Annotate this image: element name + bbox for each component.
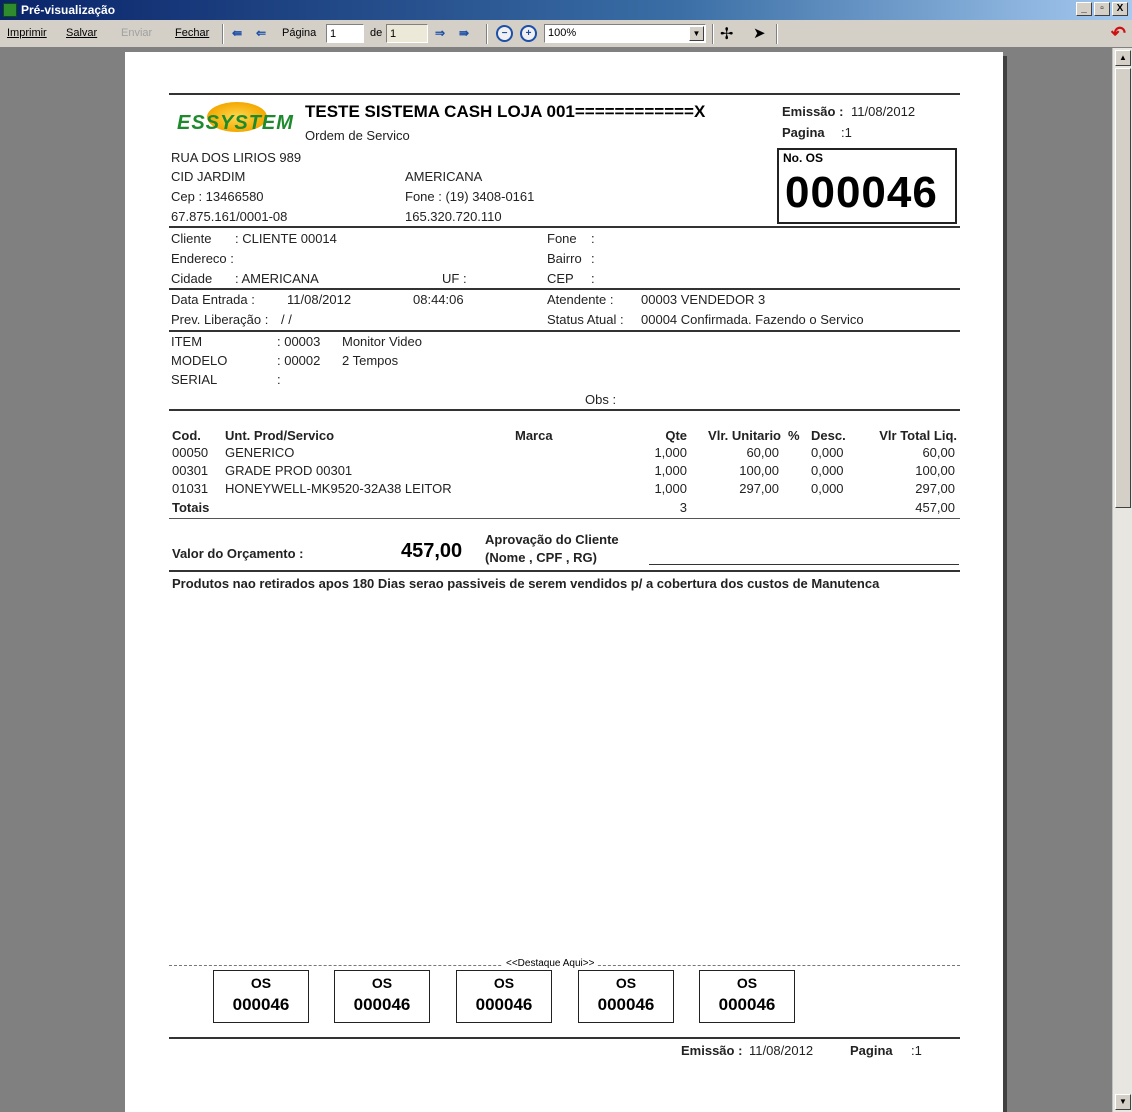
footer-page-value: :1 <box>911 1043 922 1058</box>
company-address: RUA DOS LIRIOS 989 <box>171 150 302 165</box>
page-value: :1 <box>841 125 852 140</box>
close-button[interactable]: Fechar <box>175 27 210 39</box>
city-value: : AMERICANA <box>235 271 319 286</box>
company-phone: Fone : (19) 3408-0161 <box>405 189 535 204</box>
serial-value: : <box>277 372 281 387</box>
row-disc: 0,000 <box>811 481 844 496</box>
uf-label: UF : <box>442 271 467 286</box>
close-window-button[interactable]: X <box>1112 2 1128 16</box>
serial-label: SERIAL <box>171 372 218 387</box>
row-prod: HONEYWELL-MK9520-32A38 LEITOR <box>225 481 452 496</box>
slip-label: OS <box>250 975 272 991</box>
budget-value: 457,00 <box>401 540 463 562</box>
maximize-button[interactable]: ▫ <box>1094 2 1110 16</box>
row-prod: GENERICO <box>225 445 295 460</box>
cep-label: CEP <box>547 271 574 286</box>
toolbar-separator <box>486 24 488 44</box>
minimize-button[interactable]: _ <box>1076 2 1092 16</box>
divider <box>169 226 960 228</box>
company-logo <box>173 102 294 136</box>
slip-number: 000046 <box>232 995 290 1014</box>
os-number-box <box>777 148 957 224</box>
os-number: 000046 <box>785 168 938 217</box>
attendant-label: Atendente : <box>547 292 614 307</box>
toolbar-separator <box>712 24 714 44</box>
os-slip <box>699 970 795 1023</box>
divider <box>169 93 960 95</box>
divider <box>169 330 960 332</box>
release-value: / / <box>281 312 292 327</box>
toolbar-separator <box>222 24 224 44</box>
scroll-up-icon[interactable]: ▲ <box>1115 50 1131 66</box>
emission-value: 11/08/2012 <box>851 104 916 119</box>
notice-text: Produtos nao retirados apos 180 Dias serao passiveis de serem vendidos p/ a cobertura dos custos de Manutenca <box>172 576 880 591</box>
page-input[interactable] <box>326 24 364 43</box>
title-bar <box>0 0 1132 20</box>
page-count-field <box>386 24 428 43</box>
vertical-scrollbar[interactable] <box>1112 48 1132 1112</box>
exit-icon[interactable]: ↶ <box>1110 23 1126 43</box>
pointer-icon[interactable]: ➤ <box>753 25 766 42</box>
save-button[interactable]: Salvar <box>66 27 98 39</box>
model-desc: 2 Tempos <box>342 353 399 368</box>
slip-number: 000046 <box>718 995 776 1014</box>
window-controls <box>1076 2 1128 16</box>
app-icon <box>3 3 17 17</box>
row-disc: 0,000 <box>811 445 844 460</box>
col-pct: % <box>788 428 800 443</box>
company-title: TESTE SISTEMA CASH LOJA 001============X <box>305 102 706 121</box>
totals-label: Totais <box>172 500 210 515</box>
os-slip <box>213 970 309 1023</box>
slip-label: OS <box>493 975 515 991</box>
row-qty: 1,000 <box>654 481 687 496</box>
table-row <box>125 481 1003 499</box>
row-cod: 00050 <box>172 445 209 460</box>
footer-emission-label: Emissão : <box>681 1043 743 1058</box>
os-box-label: No. OS <box>783 151 824 165</box>
bairro-value: : <box>591 251 595 266</box>
send-button[interactable]: Enviar <box>121 27 153 39</box>
bairro-label: Bairro <box>547 251 582 266</box>
page-label: Pagina <box>782 125 825 140</box>
totals-value: 457,00 <box>915 500 955 515</box>
slip-label: OS <box>615 975 637 991</box>
cut-label: <<Destaque Aqui>> <box>503 958 597 969</box>
footer-page-label: Pagina <box>850 1043 893 1058</box>
col-unit: Vlr. Unitario <box>708 428 781 443</box>
approval-title: Aprovação do Cliente <box>485 532 619 547</box>
slip-number: 000046 <box>475 995 533 1014</box>
report-page <box>125 52 1003 1112</box>
row-cod: 00301 <box>172 463 209 478</box>
first-page-icon[interactable]: ⇚ <box>232 26 243 40</box>
chevron-down-icon[interactable]: ▼ <box>689 26 704 41</box>
slip-label: OS <box>736 975 758 991</box>
row-disc: 0,000 <box>811 463 844 478</box>
slip-number: 000046 <box>597 995 655 1014</box>
toolbar <box>0 20 1132 48</box>
last-page-icon[interactable]: ⇛ <box>459 26 470 40</box>
signature-line <box>649 564 959 565</box>
client-value: : CLIENTE 00014 <box>235 231 337 246</box>
divider <box>169 409 960 411</box>
print-button[interactable]: Imprimir <box>7 27 47 39</box>
budget-label: Valor do Orçamento : <box>172 546 304 561</box>
totals-qty: 3 <box>679 500 687 515</box>
window-title: Pré-visualização <box>21 3 116 17</box>
address-label: Endereco : <box>171 251 234 266</box>
model-code: : 00002 <box>277 353 321 368</box>
emission-label: Emissão : <box>782 104 844 119</box>
row-qty: 1,000 <box>654 445 687 460</box>
slip-number: 000046 <box>353 995 411 1014</box>
zoom-in-icon[interactable]: + <box>520 25 537 42</box>
row-total: 297,00 <box>915 481 955 496</box>
os-slip <box>456 970 552 1023</box>
divider <box>169 1037 960 1039</box>
item-code: : 00003 <box>277 334 321 349</box>
release-label: Prev. Liberação : <box>171 312 269 327</box>
row-unit: 60,00 <box>746 445 779 460</box>
footer-emission-value: 11/08/2012 <box>749 1043 814 1058</box>
table-row <box>125 463 1003 481</box>
table-row <box>125 445 1003 463</box>
entry-date: 11/08/2012 <box>287 292 352 307</box>
fone-value: : <box>591 231 595 246</box>
logo-text: ESSYSTEM <box>177 112 294 134</box>
fone-label: Fone <box>547 231 577 246</box>
attendant-value: 00003 VENDEDOR 3 <box>641 292 766 307</box>
row-total: 100,00 <box>915 463 955 478</box>
client-label: Cliente <box>171 231 212 246</box>
os-slip <box>578 970 674 1023</box>
entry-label: Data Entrada : <box>171 292 255 307</box>
company-district: CID JARDIM <box>171 169 246 184</box>
row-cod: 01031 <box>172 481 209 496</box>
col-cod: Cod. <box>172 428 201 443</box>
scroll-thumb[interactable] <box>1115 68 1131 508</box>
preview-area <box>0 48 1112 1112</box>
zoom-value: 100% <box>548 27 577 39</box>
row-unit: 100,00 <box>739 463 779 478</box>
slip-label: OS <box>371 975 393 991</box>
totals-divider <box>169 518 960 519</box>
prev-page-icon[interactable]: ⇐ <box>256 26 267 40</box>
row-prod: GRADE PROD 00301 <box>225 463 353 478</box>
approval-fields: (Nome , CPF , RG) <box>485 550 597 565</box>
col-prod: Unt. Prod/Servico <box>225 428 335 443</box>
row-qty: 1,000 <box>654 463 687 478</box>
company-ie: 165.320.720.110 <box>405 209 502 224</box>
cep-value: : <box>591 271 595 286</box>
divider <box>169 570 960 572</box>
company-city: AMERICANA <box>405 169 483 184</box>
move-icon[interactable]: ✢ <box>720 26 734 43</box>
obs-label: Obs : <box>585 392 617 407</box>
company-cep: Cep : 13466580 <box>171 189 264 204</box>
toolbar-separator <box>776 24 778 44</box>
item-desc: Monitor Video <box>342 334 422 349</box>
status-label: Status Atual : <box>547 312 624 327</box>
os-slip <box>334 970 430 1023</box>
zoom-out-icon[interactable]: − <box>496 25 513 42</box>
next-page-icon[interactable]: ⇒ <box>435 26 446 40</box>
scroll-down-icon[interactable]: ▼ <box>1115 1094 1131 1110</box>
zoom-select[interactable] <box>544 24 706 43</box>
status-value: 00004 Confirmada. Fazendo o Servico <box>641 312 864 327</box>
city-label: Cidade <box>171 271 213 286</box>
col-qty: Qte <box>665 428 687 443</box>
col-total: Vlr Total Liq. <box>879 428 957 443</box>
divider <box>169 288 960 290</box>
report-subtitle: Ordem de Servico <box>305 128 410 143</box>
row-total: 60,00 <box>922 445 955 460</box>
row-unit: 297,00 <box>739 481 779 496</box>
col-disc: Desc. <box>811 428 846 443</box>
item-label: ITEM <box>171 334 203 349</box>
of-label: de <box>370 27 383 39</box>
company-cnpj: 67.875.161/0001-08 <box>171 209 288 224</box>
entry-time: 08:44:06 <box>413 292 464 307</box>
model-label: MODELO <box>171 353 228 368</box>
page-label: Página <box>282 27 317 39</box>
col-brand: Marca <box>515 428 553 443</box>
